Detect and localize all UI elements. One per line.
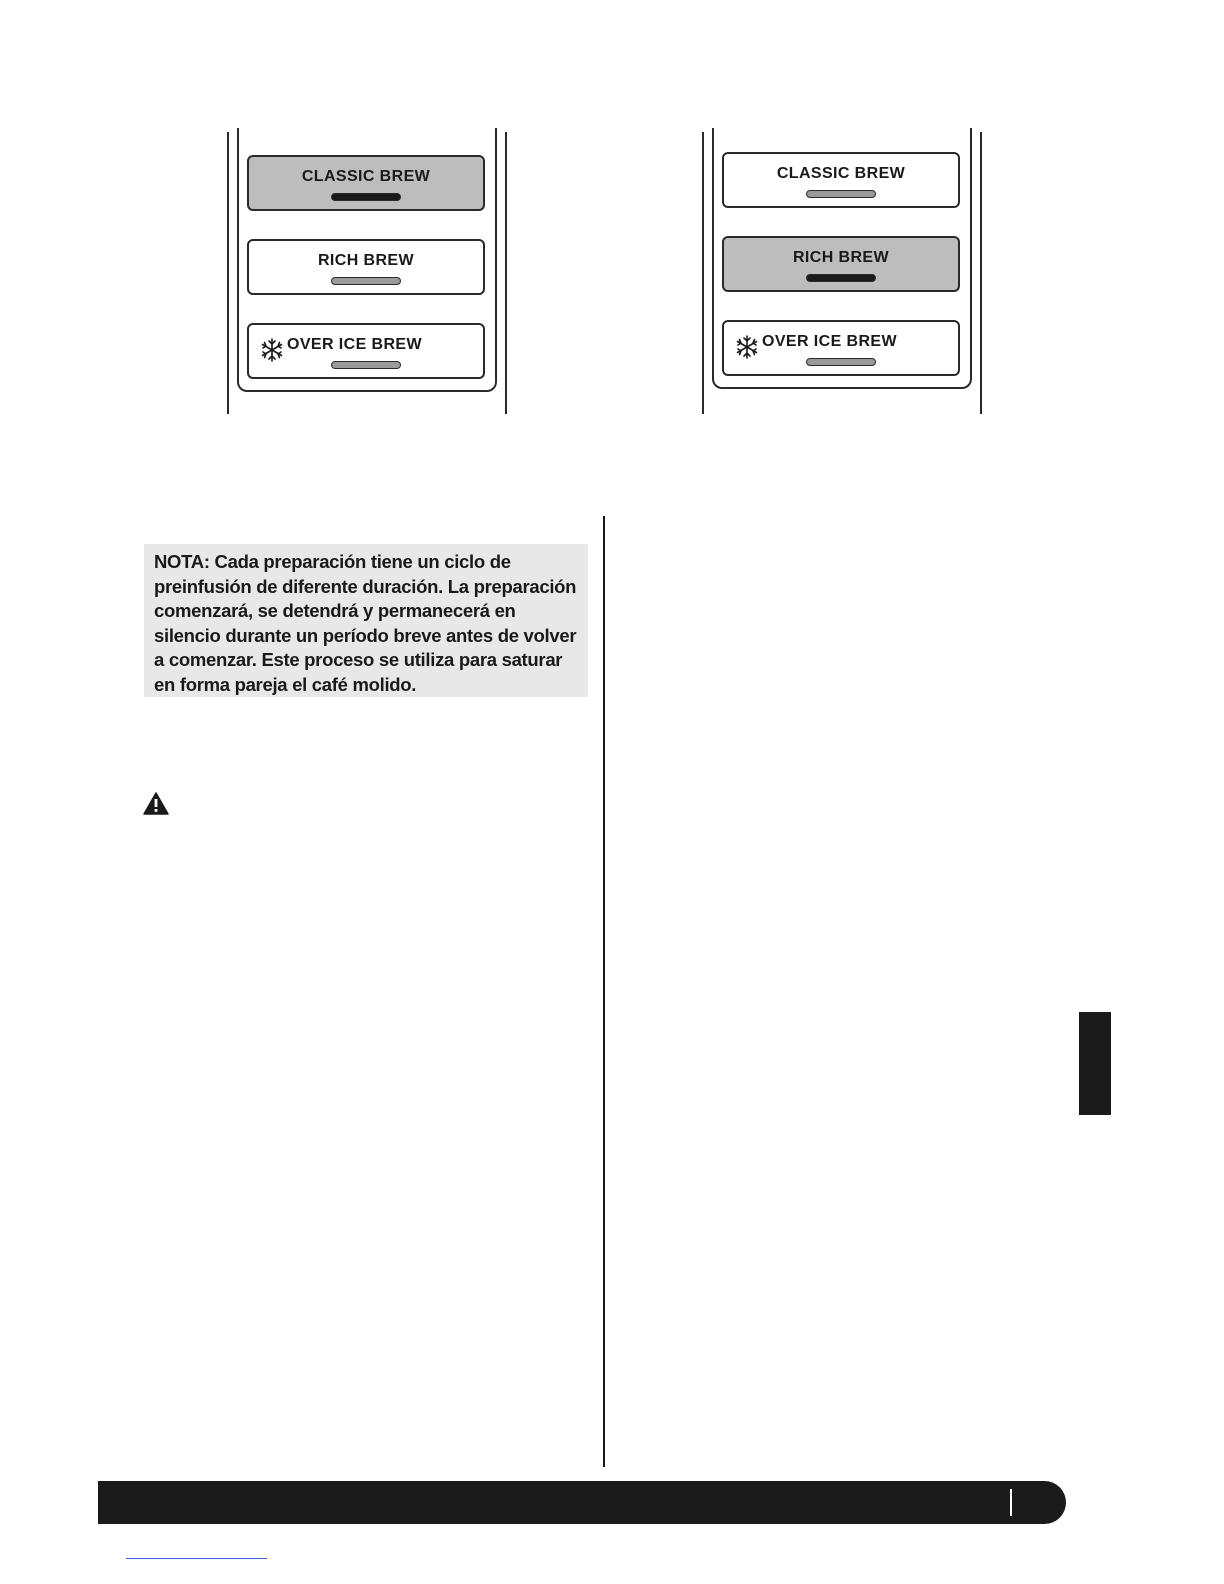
classic-brew-button[interactable] — [722, 152, 960, 208]
indicator-light — [331, 193, 401, 201]
footer-separator — [1010, 1489, 1012, 1516]
panel-rail — [505, 132, 507, 414]
rich-brew-button[interactable] — [722, 236, 960, 292]
button-label: OVER ICE BREW — [287, 336, 422, 353]
indicator-light — [331, 277, 401, 285]
over-ice-brew-button[interactable] — [247, 323, 485, 379]
indicator-light — [806, 358, 876, 366]
panel-rail — [702, 132, 704, 414]
note-box — [144, 544, 588, 697]
panel-rail — [980, 132, 982, 414]
column-divider — [603, 516, 605, 1467]
button-label: CLASSIC BREW — [301, 168, 431, 185]
note-text: NOTA: Cada preparación tiene un ciclo de preinfusión de diferente duración. La preparación comenzará, se detendrá y permanecerá en silencio durante un período breve antes de volver a comenzar. Este proceso se utiliza para saturar en forma pareja el café molido. — [154, 551, 577, 695]
button-label: CLASSIC BREW — [776, 165, 906, 182]
link-underline — [126, 1558, 267, 1559]
indicator-light — [806, 190, 876, 198]
footer-bar — [98, 1481, 1066, 1524]
snowflake-icon — [259, 337, 285, 363]
button-label: RICH BREW — [317, 252, 415, 269]
indicator-light — [331, 361, 401, 369]
section-tab — [1079, 1012, 1111, 1115]
button-label: OVER ICE BREW — [762, 333, 897, 350]
indicator-light — [806, 274, 876, 282]
warning-triangle-icon — [143, 792, 169, 815]
rich-brew-button[interactable] — [247, 239, 485, 295]
control-panel-left — [227, 132, 507, 414]
over-ice-brew-button[interactable] — [722, 320, 960, 376]
button-label: RICH BREW — [792, 249, 890, 266]
control-panel-right — [702, 132, 982, 414]
snowflake-icon — [734, 334, 760, 360]
classic-brew-button[interactable] — [247, 155, 485, 211]
panel-rail — [227, 132, 229, 414]
